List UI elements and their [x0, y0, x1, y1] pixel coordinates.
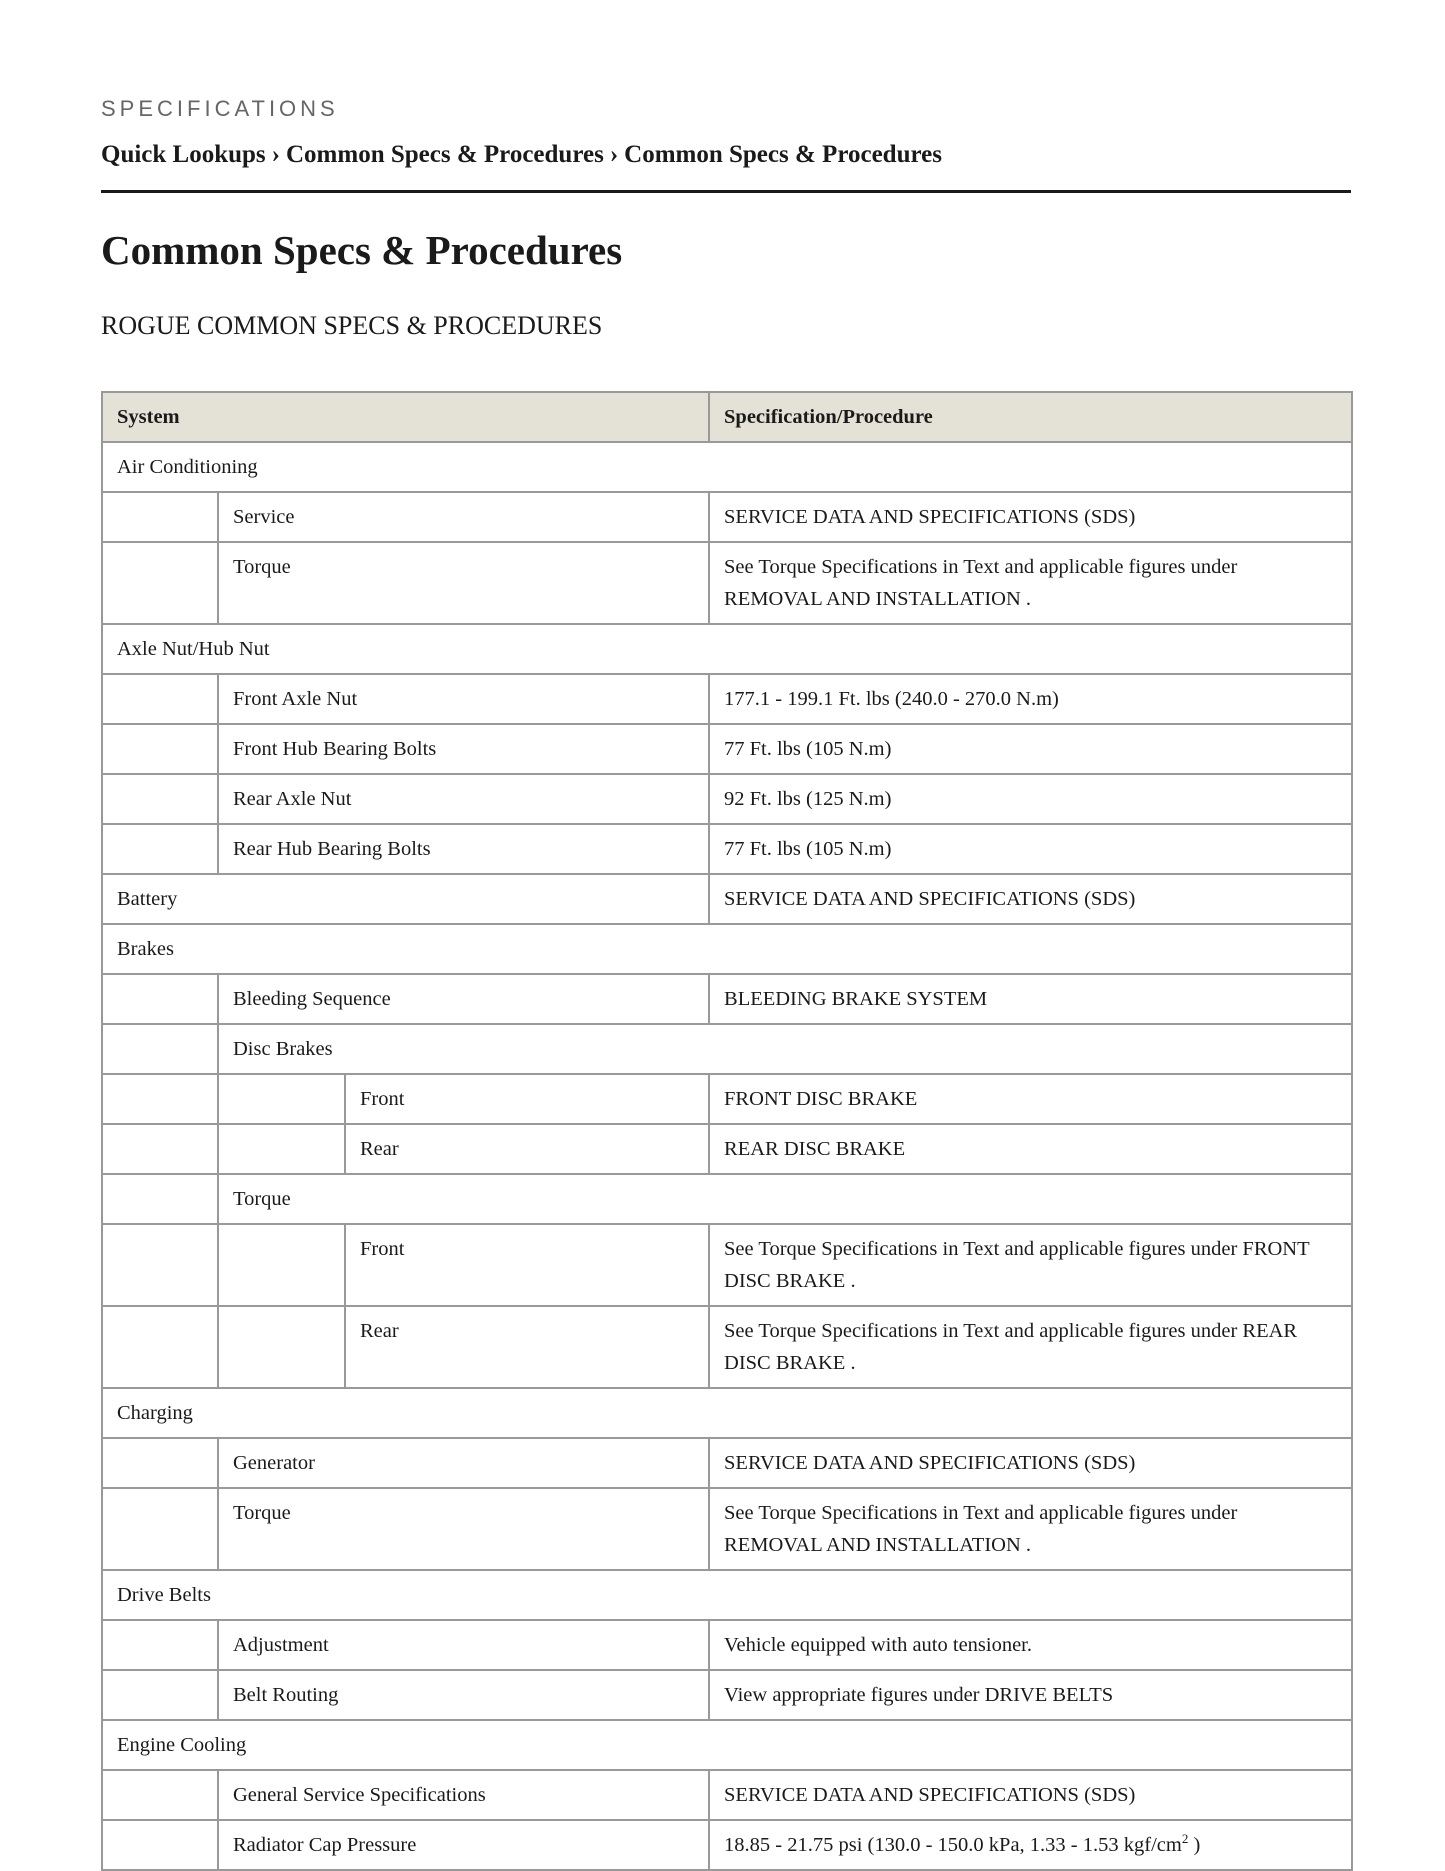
indent-cell	[102, 1074, 218, 1124]
table-row	[102, 1388, 1352, 1438]
specification-text: 92 Ft. lbs (125 N.m)	[724, 788, 892, 810]
system-cell: Rear Axle Nut	[218, 774, 709, 824]
table-row	[102, 1820, 1352, 1870]
specification-text: 177.1 - 199.1 Ft. lbs (240.0 - 270.0 N.m)	[724, 688, 1059, 710]
table-row	[102, 1438, 1352, 1488]
table-row	[102, 1306, 1352, 1388]
page-title: Common Specs & Procedures	[101, 227, 623, 273]
indent-cell	[102, 1488, 218, 1570]
table-row	[102, 824, 1352, 874]
system-cell: Rear	[345, 1306, 709, 1388]
system-cell: General Service Specifications	[218, 1770, 709, 1820]
specification-cell	[709, 1074, 1352, 1124]
table-row	[102, 1620, 1352, 1670]
indent-cell	[218, 1124, 345, 1174]
specification-text: BLEEDING BRAKE SYSTEM	[724, 988, 988, 1010]
indent-cell	[102, 492, 218, 542]
system-cell: Axle Nut/Hub Nut	[102, 624, 1352, 674]
specification-cell	[709, 1770, 1352, 1820]
specification-cell	[709, 1438, 1352, 1488]
specification-cell	[709, 774, 1352, 824]
table-row	[102, 674, 1352, 724]
table-row	[102, 1074, 1352, 1124]
system-cell: Torque	[218, 1488, 709, 1570]
breadcrumb-separator: ›	[609, 141, 619, 168]
specification-text: See Torque Specifications in Text and applicable figures under REMOVAL AND INSTALLATION .	[724, 1502, 1238, 1556]
system-cell: Torque	[218, 542, 709, 624]
specification-cell	[709, 1620, 1352, 1670]
table-row	[102, 624, 1352, 674]
indent-cell	[102, 974, 218, 1024]
table-row	[102, 724, 1352, 774]
indent-cell	[218, 1224, 345, 1306]
table-row	[102, 774, 1352, 824]
specification-text: See Torque Specifications in Text and applicable figures under FRONT DISC BRAKE .	[724, 1238, 1310, 1292]
system-cell: Charging	[102, 1388, 1352, 1438]
specification-text: 77 Ft. lbs (105 N.m)	[724, 838, 892, 860]
system-cell: Front Hub Bearing Bolts	[218, 724, 709, 774]
indent-cell	[102, 1670, 218, 1720]
indent-cell	[102, 1174, 218, 1224]
indent-cell	[218, 1074, 345, 1124]
system-cell: Front	[345, 1224, 709, 1306]
specification-text: Vehicle equipped with auto tensioner.	[724, 1634, 1033, 1656]
specification-cell	[709, 824, 1352, 874]
specification-cell	[709, 1488, 1352, 1570]
specification-text: SERVICE DATA AND SPECIFICATIONS (SDS)	[724, 506, 1136, 528]
specification-text: SERVICE DATA AND SPECIFICATIONS (SDS)	[724, 1784, 1136, 1806]
indent-cell	[102, 724, 218, 774]
specification-text: See Torque Specifications in Text and applicable figures under REAR DISC BRAKE .	[724, 1320, 1298, 1374]
specification-text: FRONT DISC BRAKE	[724, 1088, 918, 1110]
table-row	[102, 442, 1352, 492]
table-body	[102, 442, 1352, 1870]
specification-text: SERVICE DATA AND SPECIFICATIONS (SDS)	[724, 888, 1136, 910]
specification-text: REAR DISC BRAKE	[724, 1138, 906, 1160]
table-row	[102, 1770, 1352, 1820]
indent-cell	[102, 1024, 218, 1074]
breadcrumb-item-common-specs[interactable]: Common Specs & Procedures	[286, 141, 604, 168]
specification-text: SERVICE DATA AND SPECIFICATIONS (SDS)	[724, 1452, 1136, 1474]
breadcrumb-item-current: Common Specs & Procedures	[624, 141, 942, 168]
specification-cell	[709, 542, 1352, 624]
table-row	[102, 542, 1352, 624]
page-subtitle: ROGUE COMMON SPECS & PROCEDURES	[101, 311, 603, 340]
system-cell: Air Conditioning	[102, 442, 1352, 492]
system-cell: Front	[345, 1074, 709, 1124]
system-cell: Adjustment	[218, 1620, 709, 1670]
specs-table	[101, 391, 1353, 1871]
specification-text: 77 Ft. lbs (105 N.m)	[724, 738, 892, 760]
specification-cell	[709, 724, 1352, 774]
table-header-row	[102, 392, 1352, 442]
table-row	[102, 1024, 1352, 1074]
system-cell: Generator	[218, 1438, 709, 1488]
table-row	[102, 1174, 1352, 1224]
system-cell: Disc Brakes	[218, 1024, 1352, 1074]
table-row	[102, 1224, 1352, 1306]
table-row	[102, 1720, 1352, 1770]
table-row	[102, 1124, 1352, 1174]
specification-cell	[709, 1224, 1352, 1306]
indent-cell	[102, 1438, 218, 1488]
system-cell: Belt Routing	[218, 1670, 709, 1720]
system-cell: Bleeding Sequence	[218, 974, 709, 1024]
system-cell: Engine Cooling	[102, 1720, 1352, 1770]
specification-cell	[709, 1306, 1352, 1388]
superscript: 2	[1181, 1831, 1189, 1847]
indent-cell	[102, 1620, 218, 1670]
table-row	[102, 874, 1352, 924]
indent-cell	[102, 1770, 218, 1820]
specification-text: View appropriate figures under DRIVE BELTS	[724, 1684, 1114, 1706]
indent-cell	[218, 1306, 345, 1388]
column-header-specification: Specification/Procedure	[709, 392, 1352, 442]
indent-cell	[102, 1820, 218, 1870]
column-header-system: System	[102, 392, 709, 442]
system-cell: Front Axle Nut	[218, 674, 709, 724]
specification-cell	[709, 1820, 1352, 1870]
breadcrumb-separator: ›	[271, 141, 280, 168]
specification-text: 18.85 - 21.75 psi (130.0 - 150.0 kPa, 1.33 - 1.53 kgf/cm	[724, 1834, 1182, 1856]
table-row	[102, 1670, 1352, 1720]
specification-cell	[709, 874, 1352, 924]
indent-cell	[102, 674, 218, 724]
breadcrumb-item-quick-lookups[interactable]: Quick Lookups	[101, 141, 266, 168]
table-row	[102, 1488, 1352, 1570]
system-cell: Service	[218, 492, 709, 542]
specification-cell	[709, 974, 1352, 1024]
table-row	[102, 924, 1352, 974]
indent-cell	[102, 1224, 218, 1306]
system-cell: Rear Hub Bearing Bolts	[218, 824, 709, 874]
specification-cell	[709, 1670, 1352, 1720]
specification-cell	[709, 674, 1352, 724]
table-row	[102, 974, 1352, 1024]
system-cell: Rear	[345, 1124, 709, 1174]
indent-cell	[102, 542, 218, 624]
table-row	[102, 1570, 1352, 1620]
indent-cell	[102, 774, 218, 824]
section-kicker: SPECIFICATIONS	[101, 96, 339, 121]
system-cell: Battery	[102, 874, 709, 924]
specification-cell	[709, 492, 1352, 542]
system-cell: Radiator Cap Pressure	[218, 1820, 709, 1870]
specification-cell	[709, 1124, 1352, 1174]
indent-cell	[102, 824, 218, 874]
table-row	[102, 492, 1352, 542]
specification-text-tail: )	[1188, 1834, 1201, 1856]
indent-cell	[102, 1124, 218, 1174]
indent-cell	[102, 1306, 218, 1388]
system-cell: Drive Belts	[102, 1570, 1352, 1620]
system-cell: Brakes	[102, 924, 1352, 974]
specification-text: See Torque Specifications in Text and applicable figures under REMOVAL AND INSTALLATION .	[724, 556, 1238, 610]
system-cell: Torque	[218, 1174, 1352, 1224]
breadcrumb	[101, 138, 1351, 193]
